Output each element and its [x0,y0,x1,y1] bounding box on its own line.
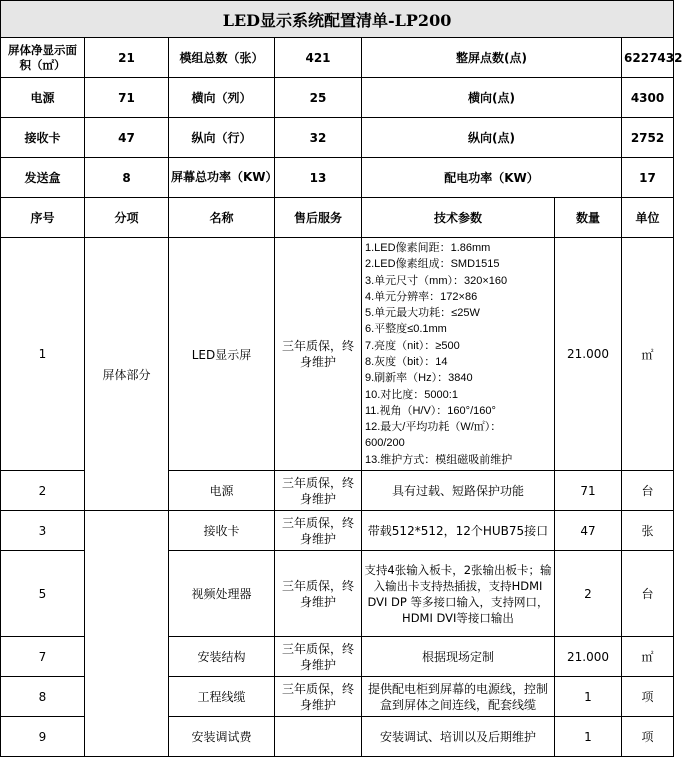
summary-label: 纵向(点) [362,118,622,158]
unit-cell: ㎡ [622,637,674,677]
unit-cell: ㎡ [622,238,674,471]
summary-value: 2752 [622,118,674,158]
summary-label: 发送盒 [1,158,85,198]
quantity-cell: 21.000 [555,637,622,677]
tech-param-line: 8.灰度（bit）：14 [365,356,448,368]
section-cell: 屏体部分 [85,238,169,511]
summary-label: 配电功率（KW） [362,158,622,198]
table-row [1,511,674,551]
item-name: 安装结构 [169,637,275,677]
item-name: 视频处理器 [169,551,275,637]
tech-param-line: 600/200 [365,437,405,450]
tech-params-cell: 提供配电柜到屏幕的电源线，控制盒到屏体之间连线，配套线缆 [362,677,555,717]
table-row [1,238,674,471]
tech-param-line: 12.最大/平均功耗（W/㎡）： [365,421,502,434]
tech-param-line: 6.平整度≤0.1mm [365,323,447,336]
service-cell [275,717,362,757]
summary-value: 21 [85,38,169,78]
service-cell: 三年质保，终身维护 [275,551,362,637]
summary-label: 纵向（行） [169,118,275,158]
section-cell-empty [85,511,169,757]
service-cell: 三年质保，终身维护 [275,637,362,677]
item-name: 安装调试费 [169,717,275,757]
tech-params-cell: 安装调试、培训以及后期维护 [362,717,555,757]
quantity-cell: 1 [555,677,622,717]
header-cell: 售后服务 [275,198,362,238]
summary-value: 421 [275,38,362,78]
quantity-cell: 47 [555,511,622,551]
tech-param-line: 11.视角（H/V）：160°/160° [365,404,496,417]
tech-params-list [362,238,555,471]
summary-label: 横向(点) [362,78,622,118]
item-name: 接收卡 [169,511,275,551]
quantity-cell: 1 [555,717,622,757]
header-cell: 技术参数 [362,198,555,238]
summary-row [1,158,674,198]
quantity-cell: 2 [555,551,622,637]
tech-param-line: 1.LED像素间距：1.86mm [365,241,491,254]
tech-param-line: 13.维护方式：模组磁吸前维护 [365,453,513,466]
row-number: 8 [1,677,85,717]
row-number: 7 [1,637,85,677]
tech-params-cell: 具有过载、短路保护功能 [362,471,555,511]
unit-cell: 项 [622,717,674,757]
tech-params-cell: 带载512*512，12个HUB75接口 [362,511,555,551]
unit-cell: 台 [622,551,674,637]
summary-label: 屏幕总功率（KW） [169,158,275,198]
header-cell: 名称 [169,198,275,238]
row-number: 2 [1,471,85,511]
summary-value: 4300 [622,78,674,118]
unit-cell: 项 [622,677,674,717]
tech-param-line: 3.单元尺寸（mm）：320×160 [365,274,508,287]
summary-label: 接收卡 [1,118,85,158]
service-cell: 三年质保，终身维护 [275,677,362,717]
quantity-cell: 21.000 [555,238,622,471]
unit-cell: 台 [622,471,674,511]
row-number: 9 [1,717,85,757]
header-cell: 分项 [85,198,169,238]
summary-value: 8 [85,158,169,198]
summary-label: 整屏点数(点) [362,38,622,78]
header-cell: 单位 [622,198,674,238]
summary-value: 47 [85,118,169,158]
tech-params-cell: 支持4张输入板卡，2张输出板卡；输入输出卡支持热插拔，支持HDMI DVI DP 等多接口输入，支持网口，HDMI DVI等接口输出 [362,551,555,637]
summary-row [1,118,674,158]
tech-param-line: 10.对比度：5000:1 [365,388,458,401]
page-title: LED显示系统配置清单-LP200 [1,1,674,38]
summary-label: 模组总数（张） [169,38,275,78]
service-cell: 三年质保，终身维护 [275,238,362,471]
summary-value: 17 [622,158,674,198]
tech-param-line: 2.LED像素组成：SMD1515 [365,258,500,271]
row-number: 3 [1,511,85,551]
tech-param-line: 7.亮度（nit）：≥500 [365,339,460,352]
summary-label: 电源 [1,78,85,118]
tech-param-line: 5.单元最大功耗：≤25W [365,307,480,320]
summary-value: 71 [85,78,169,118]
tech-param-line: 4.单元分辨率：172×86 [365,290,478,303]
summary-value: 6227432 [622,38,674,78]
unit-cell: 张 [622,511,674,551]
row-number: 1 [1,238,85,471]
summary-label: 横向（列） [169,78,275,118]
header-cell: 序号 [1,198,85,238]
summary-value: 25 [275,78,362,118]
item-name: 电源 [169,471,275,511]
service-cell: 三年质保，终身维护 [275,511,362,551]
tech-params-cell: 根据现场定制 [362,637,555,677]
summary-value: 13 [275,158,362,198]
summary-row [1,78,674,118]
quantity-cell: 71 [555,471,622,511]
service-cell: 三年质保，终身维护 [275,471,362,511]
summary-label: 屏体净显示面积（㎡） [1,38,85,78]
row-number: 5 [1,551,85,637]
item-name: 工程线缆 [169,677,275,717]
header-row [1,198,674,238]
summary-value: 32 [275,118,362,158]
item-name: LED显示屏 [169,238,275,471]
summary-row [1,38,674,78]
tech-param-line: 9.刷新率（Hz）：3840 [365,372,473,385]
header-cell: 数量 [555,198,622,238]
